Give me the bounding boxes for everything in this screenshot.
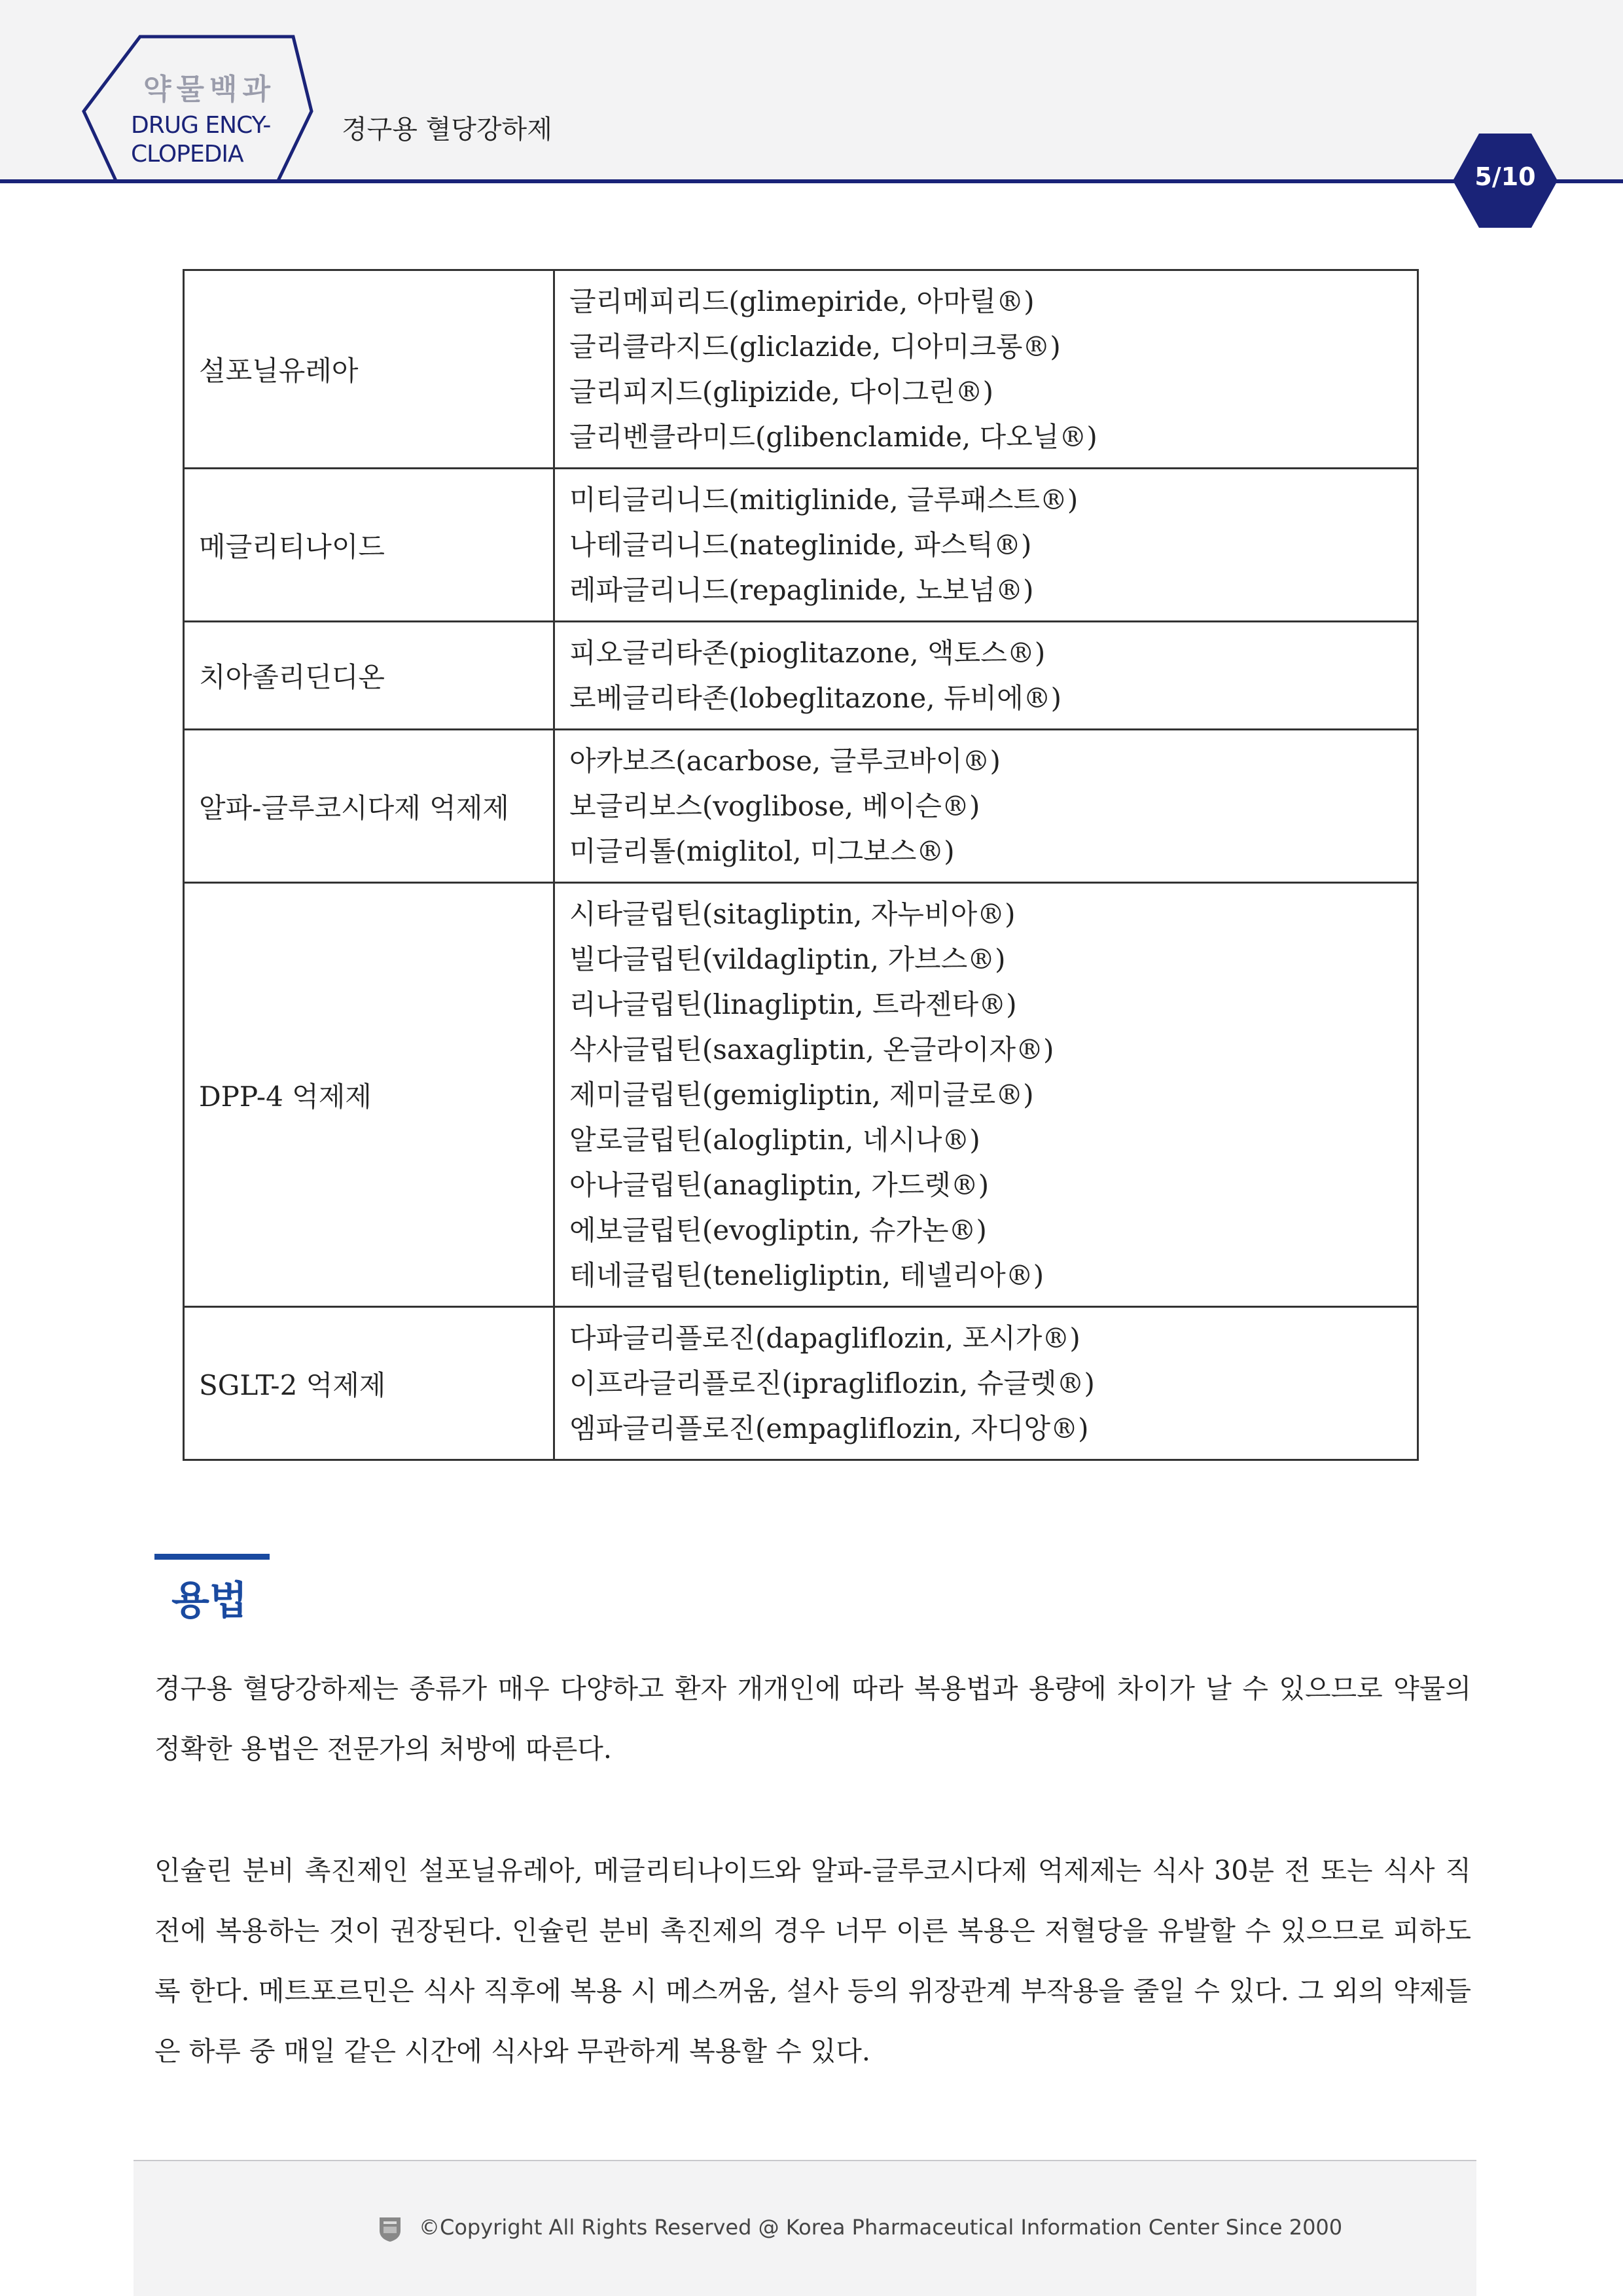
drug-class-cell: 알파-글루코시다제 억제제 — [184, 730, 554, 883]
table-row — [184, 469, 1418, 622]
drug-item: 에보글립틴(evogliptin, 슈가논®) — [569, 1214, 987, 1246]
drug-list-cell — [554, 270, 1418, 469]
drug-class-cell: 치아졸리딘디온 — [184, 622, 554, 730]
table-row — [184, 270, 1418, 469]
drug-item: 글리피지드(glipizide, 다이그린®) — [569, 376, 993, 408]
drug-item: 테네글립틴(teneligliptin, 테넬리아®) — [569, 1259, 1044, 1291]
copyright-text: ©Copyright All Rights Reserved @ Korea Pharmaceutical Information Center Since 2000 — [419, 2215, 1343, 2240]
drug-item: 미글리톨(miglitol, 미그보스®) — [569, 835, 955, 867]
drug-item: 보글리보스(voglibose, 베이슨®) — [569, 790, 980, 822]
drug-list-cell — [554, 622, 1418, 730]
drug-item: 미티글리니드(mitiglinide, 글루패스트®) — [569, 484, 1079, 516]
drug-table-body — [184, 270, 1418, 1460]
drug-item: 다파글리플로진(dapagliflozin, 포시가®) — [569, 1322, 1080, 1354]
header-rule — [0, 179, 1623, 183]
drug-item: 빌다글립틴(vildagliptin, 가브스®) — [569, 943, 1006, 975]
table-row — [184, 883, 1418, 1307]
drug-item: 아카보즈(acarbose, 글루코바이®) — [569, 745, 1001, 777]
logo-english-line1: DRUG ENCY- — [131, 112, 271, 139]
drug-class-cell: DPP-4 억제제 — [184, 883, 554, 1307]
drug-item: 아나글립틴(anagliptin, 가드렛®) — [569, 1169, 990, 1201]
drug-item: 삭사글립틴(saxagliptin, 온글라이자®) — [569, 1033, 1054, 1066]
table-row — [184, 730, 1418, 883]
drug-class-cell: SGLT-2 억제제 — [184, 1307, 554, 1460]
logo-english — [131, 111, 288, 169]
drug-item: 이프라글리플로진(ipragliflozin, 슈글렛®) — [569, 1367, 1095, 1399]
shield-emblem-icon — [378, 2216, 402, 2242]
drug-class-cell: 설포닐유레아 — [184, 270, 554, 469]
table-row — [184, 622, 1418, 730]
section-accent-bar — [154, 1554, 270, 1560]
drug-item: 리나글립틴(linagliptin, 트라젠타®) — [569, 988, 1017, 1020]
drug-item: 레파글리니드(repaglinide, 노보넘®) — [569, 574, 1034, 606]
drug-list-cell — [554, 1307, 1418, 1460]
document-title: 경구용 혈당강하제 — [342, 115, 552, 145]
drug-item: 엠파글리플로진(empagliflozin, 자디앙®) — [569, 1412, 1089, 1444]
drug-item: 제미글립틴(gemigliptin, 제미글로®) — [569, 1079, 1034, 1111]
drug-item: 로베글리타존(lobeglitazone, 듀비에®) — [569, 682, 1062, 714]
table-row — [184, 1307, 1418, 1460]
footer-rule — [134, 2160, 1476, 2161]
drug-item: 시타글립틴(sitagliptin, 자누비아®) — [569, 898, 1016, 930]
drug-list-cell — [554, 883, 1418, 1307]
drug-list-cell — [554, 469, 1418, 622]
drug-class-table — [183, 269, 1419, 1461]
drug-item: 알로글립틴(alogliptin, 네시나®) — [569, 1124, 980, 1156]
drug-item: 글리클라지드(gliclazide, 디아미크롱®) — [569, 331, 1061, 363]
drug-item: 글리벤클라미드(glibenclamide, 다오닐®) — [569, 421, 1097, 453]
drug-item: 글리메피리드(glimepiride, 아마릴®) — [569, 285, 1035, 317]
usage-paragraph-1: 경구용 혈당강하제는 종류가 매우 다양하고 환자 개개인에 따라 복용법과 용량에 차이가 날 수 있으므로 약물의 정확한 용법은 전문가의 처방에 따른다. — [154, 1673, 1471, 1765]
drug-class-cell: 메글리티나이드 — [184, 469, 554, 622]
drug-item: 나테글리니드(nateglinide, 파스틱®) — [569, 529, 1032, 561]
usage-paragraph-2: 인슐린 분비 촉진제인 설포닐유레아, 메글리티나이드와 알파-글루코시다제 억제제는 식사 30분 전 또는 식사 직전에 복용하는 것이 권장된다. 인슐린 분비 촉진제의 경우 너무 이른 복용은 저혈당을 유발할 수 있으므로 피하도록 한다. 메트포르민은 식사 직후에 복용 시 메스꺼움, 설사 등의 위장관계 부작용을 줄일 수 있다. 그 외의 약제들은 하루 중 매일 같은 시간에 식사와 무관하게 복용할 수 있다. — [154, 1855, 1471, 2067]
page-number: 5/10 — [1474, 162, 1536, 191]
drug-list-cell — [554, 730, 1418, 883]
logo-korean: 약물백과 — [143, 73, 276, 106]
section-title: 용법 — [171, 1578, 247, 1624]
drug-item: 피오글리타존(pioglitazone, 액토스®) — [569, 637, 1046, 669]
logo-english-line2: CLOPEDIA — [131, 141, 243, 168]
